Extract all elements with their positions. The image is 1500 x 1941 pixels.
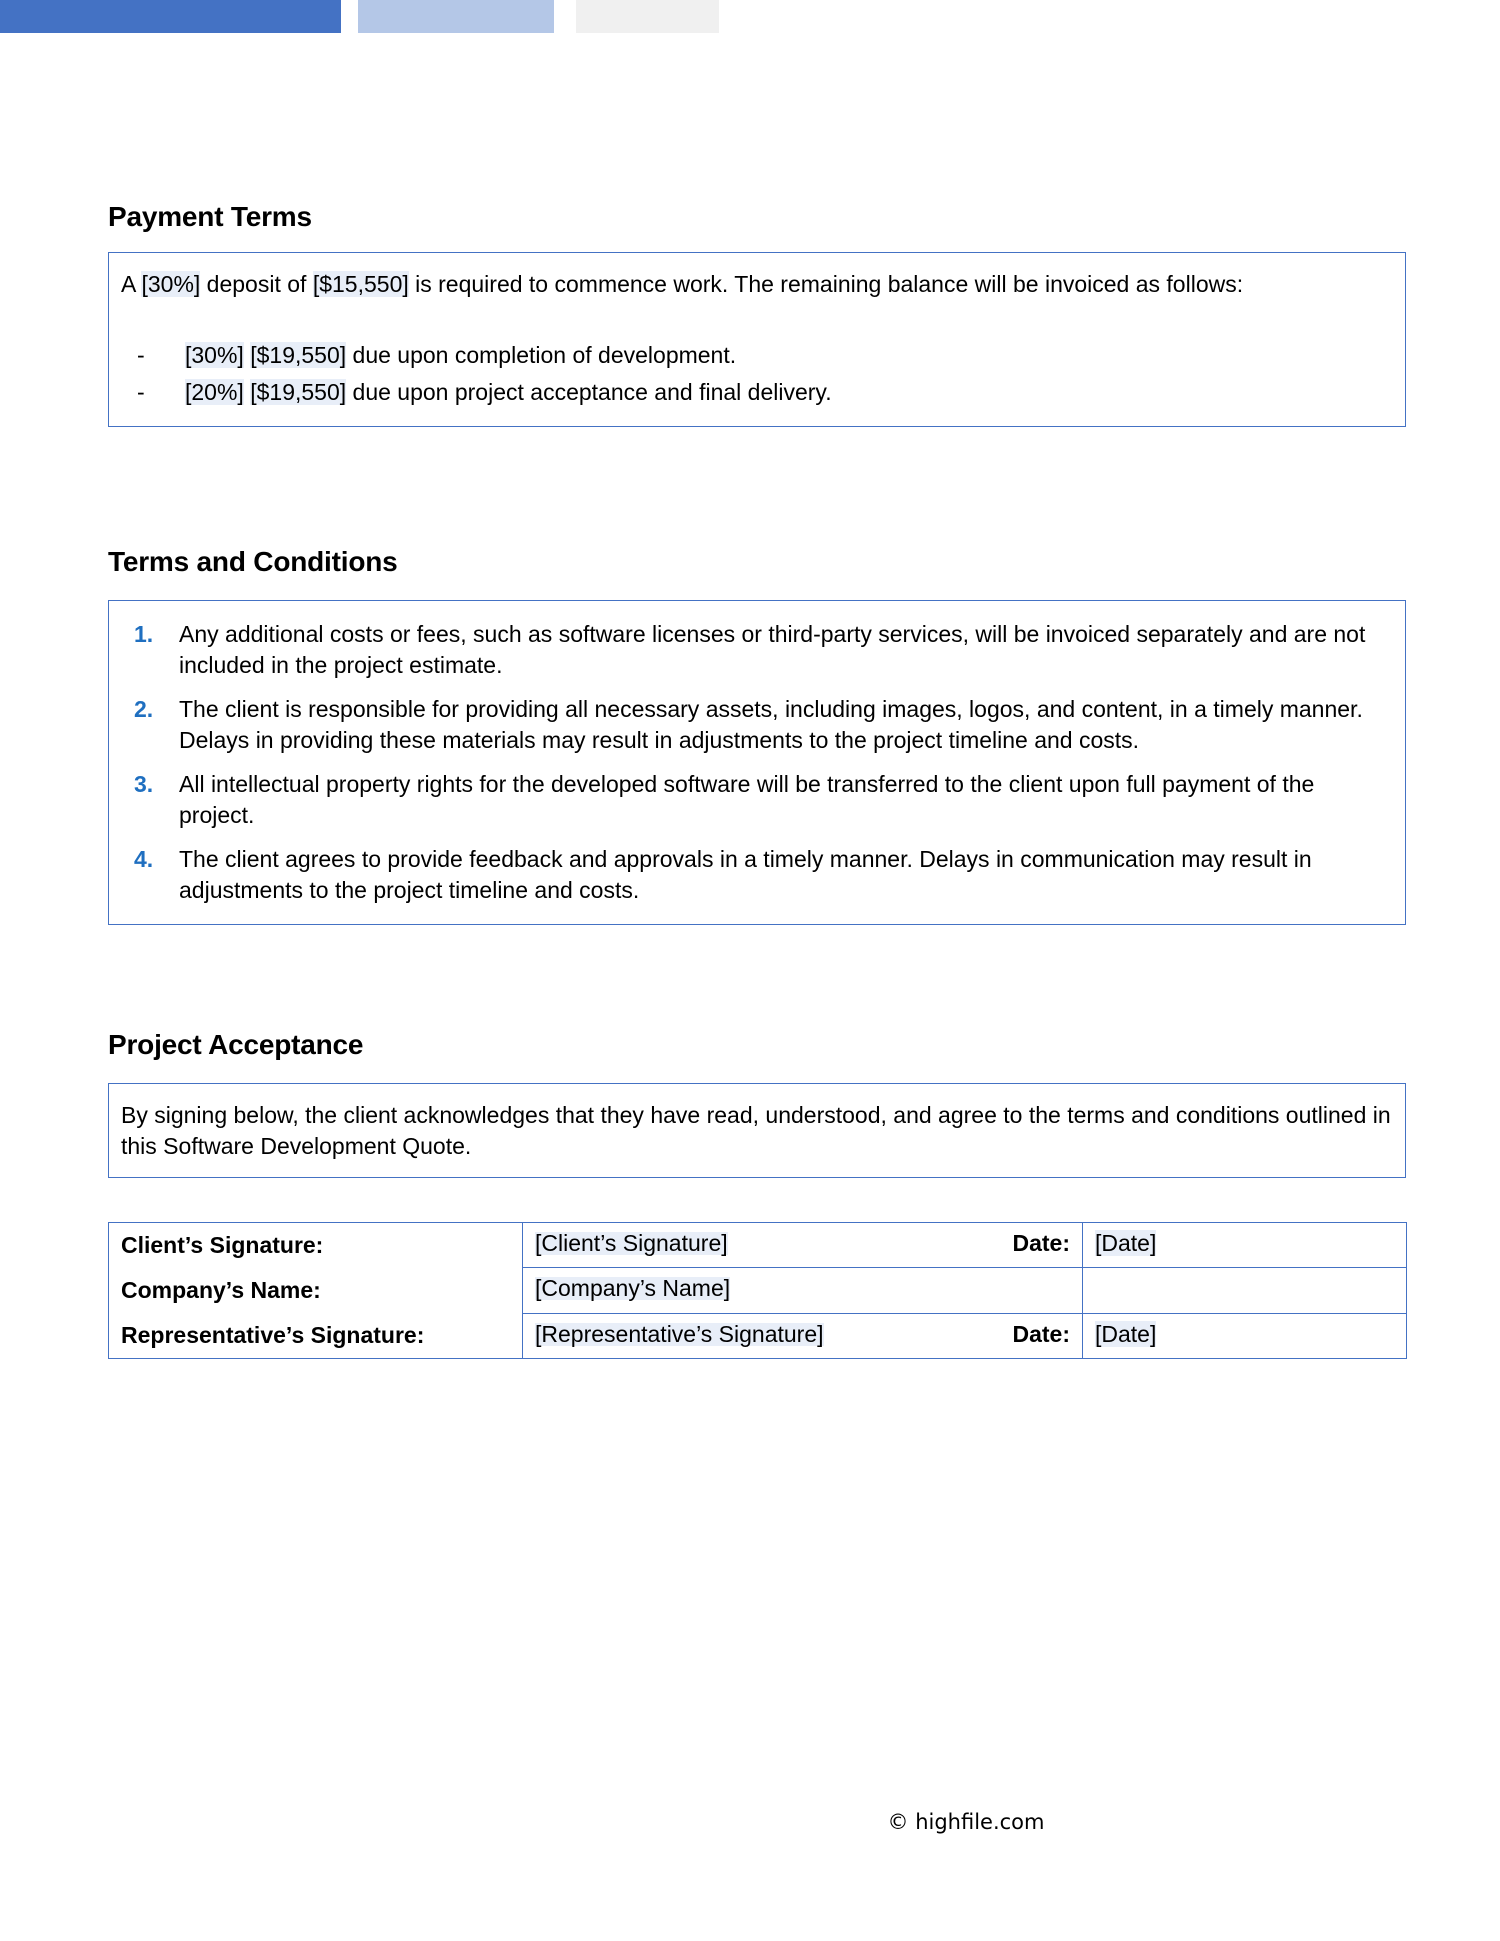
list-item: [121, 340, 1393, 371]
page-footer: [0, 1810, 1500, 1834]
list-text: All intellectual property rights for the developed software will be transferred to the client upon full payment of the project.: [179, 771, 1315, 828]
signature-table-wrapper: [108, 1222, 1406, 1359]
list-text: Any additional costs or fees, such as software licenses or third-party services, will be invoiced separately and are not included in the project estimate.: [179, 621, 1366, 678]
table-row: [109, 1223, 1407, 1268]
payment-intro-suffix: is required to commence work. The remaining balance will be invoiced as follows:: [408, 271, 1244, 297]
list-item: [121, 377, 1393, 408]
footer-copyright: © highfile.com: [887, 1810, 1045, 1834]
list-item: [121, 694, 1393, 755]
date-label: Date:: [1012, 1320, 1070, 1347]
terms-conditions-box: [108, 600, 1406, 925]
payment-deposit-percent: [30%]: [141, 271, 201, 297]
representative-signature-label: Representative’s Signature:: [121, 1322, 425, 1348]
dash-bullet-icon: -: [137, 341, 145, 368]
payment-terms-box: [108, 252, 1406, 427]
representative-date-field[interactable]: [Date]: [1095, 1320, 1157, 1347]
client-date-field[interactable]: [Date]: [1095, 1230, 1157, 1256]
company-name-label: Company’s Name:: [121, 1277, 321, 1303]
list-text: The client agrees to provide feedback and approvals in a timely manner. Delays in communication may result in adjustments to the project timeline and costs.: [179, 846, 1312, 904]
list-item: [121, 844, 1393, 905]
terms-conditions-section: [108, 545, 1406, 579]
project-acceptance-section: [108, 1028, 1406, 1062]
signature-table: [108, 1222, 1407, 1359]
payment-terms-heading: Payment Terms: [108, 201, 312, 232]
signature-labels-cell: [109, 1223, 523, 1359]
project-acceptance-heading: Project Acceptance: [108, 1029, 364, 1060]
list-number: 1.: [134, 621, 154, 647]
milestone-amount: [$19,550]: [250, 379, 347, 406]
client-date-cell[interactable]: [1083, 1223, 1407, 1268]
list-text: The client is responsible for providing all necessary assets, including images, logos, and content, in a timely manner. Delays in providing these materials may result in adjustments to the project timeline and costs.: [179, 696, 1363, 753]
payment-terms-intro: [121, 269, 1393, 300]
list-number: 4.: [134, 846, 154, 873]
project-acceptance-body: By signing below, the client acknowledges that they have read, understood, and agree to the terms and conditions outlined in this Software Development Quote.: [121, 1102, 1391, 1159]
list-number: 2.: [134, 696, 154, 723]
date-label: Date:: [1012, 1230, 1070, 1256]
milestone-percent: [30%]: [185, 341, 244, 368]
representative-signature-field[interactable]: [Representative’s Signature]: [535, 1320, 824, 1347]
company-name-field[interactable]: [Company’s Name]: [535, 1275, 731, 1302]
payment-terms-section: [108, 200, 1406, 234]
list-item: [121, 769, 1393, 830]
payment-schedule-list: [121, 340, 1393, 408]
payment-intro-mid: deposit of: [200, 271, 313, 297]
milestone-amount: [$19,550]: [250, 341, 347, 368]
milestone-percent: [20%]: [185, 379, 244, 406]
list-item: [121, 619, 1393, 680]
payment-intro-prefix: A: [121, 271, 142, 297]
project-acceptance-box: [108, 1083, 1406, 1178]
company-date-cell: [1083, 1268, 1407, 1313]
company-name-value-cell[interactable]: [523, 1268, 1083, 1313]
representative-signature-value-cell[interactable]: [523, 1313, 1083, 1358]
client-signature-field[interactable]: [Client’s Signature]: [535, 1230, 728, 1256]
terms-conditions-heading: Terms and Conditions: [108, 546, 398, 577]
client-signature-label: Client’s Signature:: [121, 1232, 324, 1258]
representative-date-cell[interactable]: [1083, 1313, 1407, 1358]
milestone-text: due upon completion of development.: [346, 341, 737, 368]
terms-list: [121, 619, 1393, 906]
client-signature-value-cell[interactable]: [523, 1223, 1083, 1268]
dash-bullet-icon: -: [137, 379, 145, 406]
payment-deposit-amount: [$15,550]: [312, 271, 409, 297]
milestone-text: due upon project acceptance and final delivery.: [346, 379, 832, 406]
list-number: 3.: [134, 771, 154, 798]
